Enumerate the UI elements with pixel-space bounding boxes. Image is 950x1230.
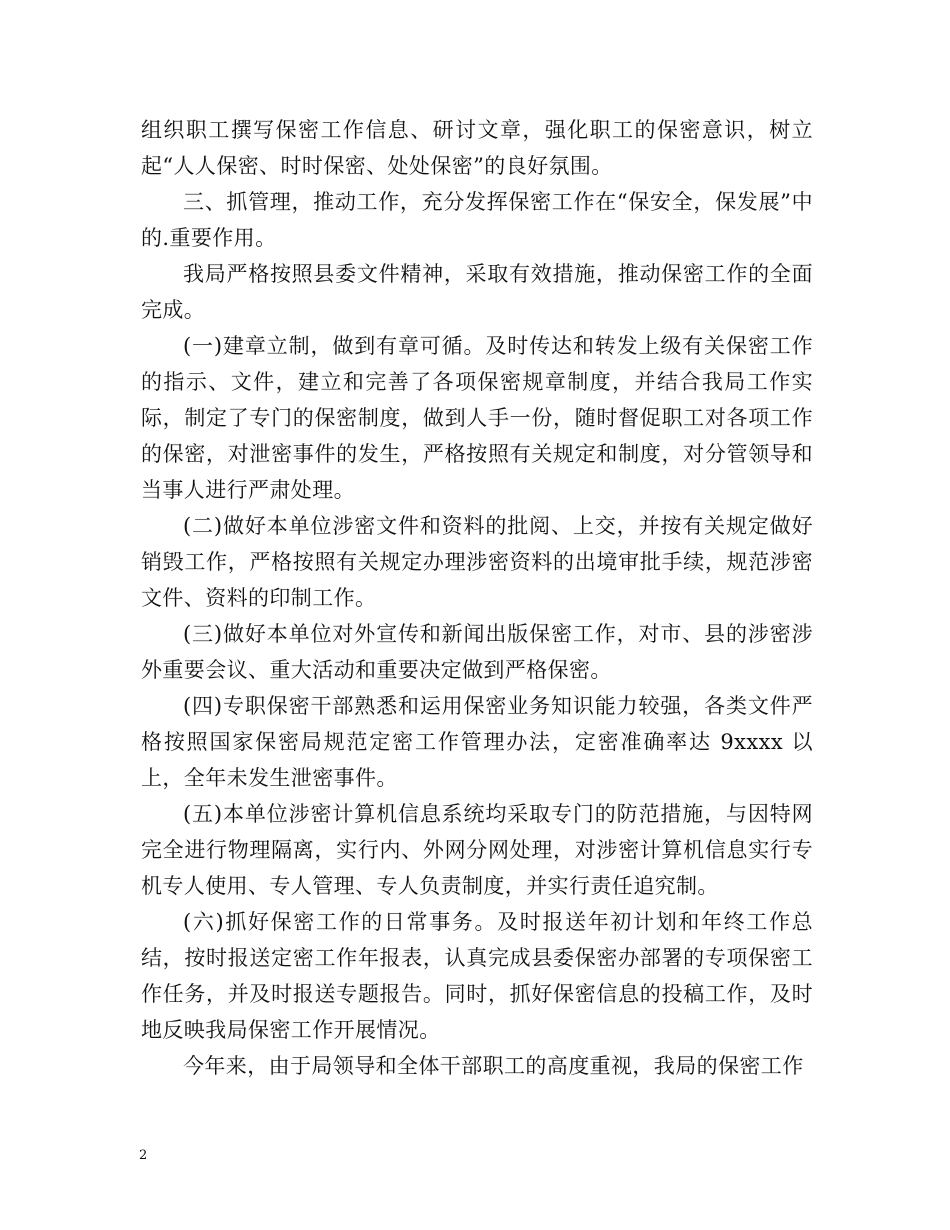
paragraph-item-5: (五)本单位涉密计算机信息系统均采取专门的防范措施，与因特网完全进行物理隔离，实行内、外网分网处理，对涉密计算机信息实行专机专人使用、专人管理、专人负责制度，并实行责任追究制。 [141, 802, 813, 898]
paragraph-item-6: (六)抓好保密工作的日常事务。及时报送年初计划和年终工作总结，按时报送定密工作年报表，认真完成县委保密办部署的专项保密工作任务，并及时报送专题报告。同时，抓好保密信息的投稿工作，及时地反映我局保密工作开展情况。 [141, 910, 813, 1042]
paragraph-item-3: (三)做好本单位对外宣传和新闻出版保密工作，对市、县的涉密涉外重要会议、重大活动和重要决定做到严格保密。 [141, 622, 813, 682]
paragraph-item-1: (一)建章立制，做到有章可循。及时传达和转发上级有关保密工作的指示、文件，建立和完善了各项保密规章制度，并结合我局工作实际，制定了专门的保密制度，做到人手一份，随时督促职工对各项工作的保密，对泄密事件的发生，严格按照有关规定和制度，对分管领导和当事人进行严肃处理。 [141, 334, 813, 502]
paragraph-item-4: (四)专职保密干部熟悉和运用保密业务知识能力较强，各类文件严格按照国家保密局规范定密工作管理办法，定密准确率达 9xxxx 以上，全年未发生泄密事件。 [141, 694, 813, 790]
page-number: 2 [139, 1148, 148, 1163]
paragraph-continued: 组织职工撰写保密工作信息、研讨文章，强化职工的保密意识，树立起“人人保密、时时保密、处处保密”的良好氛围。 [141, 118, 813, 178]
paragraph-summary: 今年来，由于局领导和全体干部职工的高度重视，我局的保密工作 [183, 1054, 804, 1078]
section-heading-three: 三、抓管理，推动工作，充分发挥保密工作在“保安全，保发展”中的.重要作用。 [141, 190, 813, 250]
paragraph-item-2: (二)做好本单位涉密文件和资料的批阅、上交，并按有关规定做好销毁工作，严格按照有关规定办理涉密资料的出境审批手续，规范涉密文件、资料的印制工作。 [141, 514, 813, 610]
document-body [141, 112, 813, 1084]
paragraph-intro: 我局严格按照县委文件精神，采取有效措施，推动保密工作的全面完成。 [141, 262, 813, 322]
